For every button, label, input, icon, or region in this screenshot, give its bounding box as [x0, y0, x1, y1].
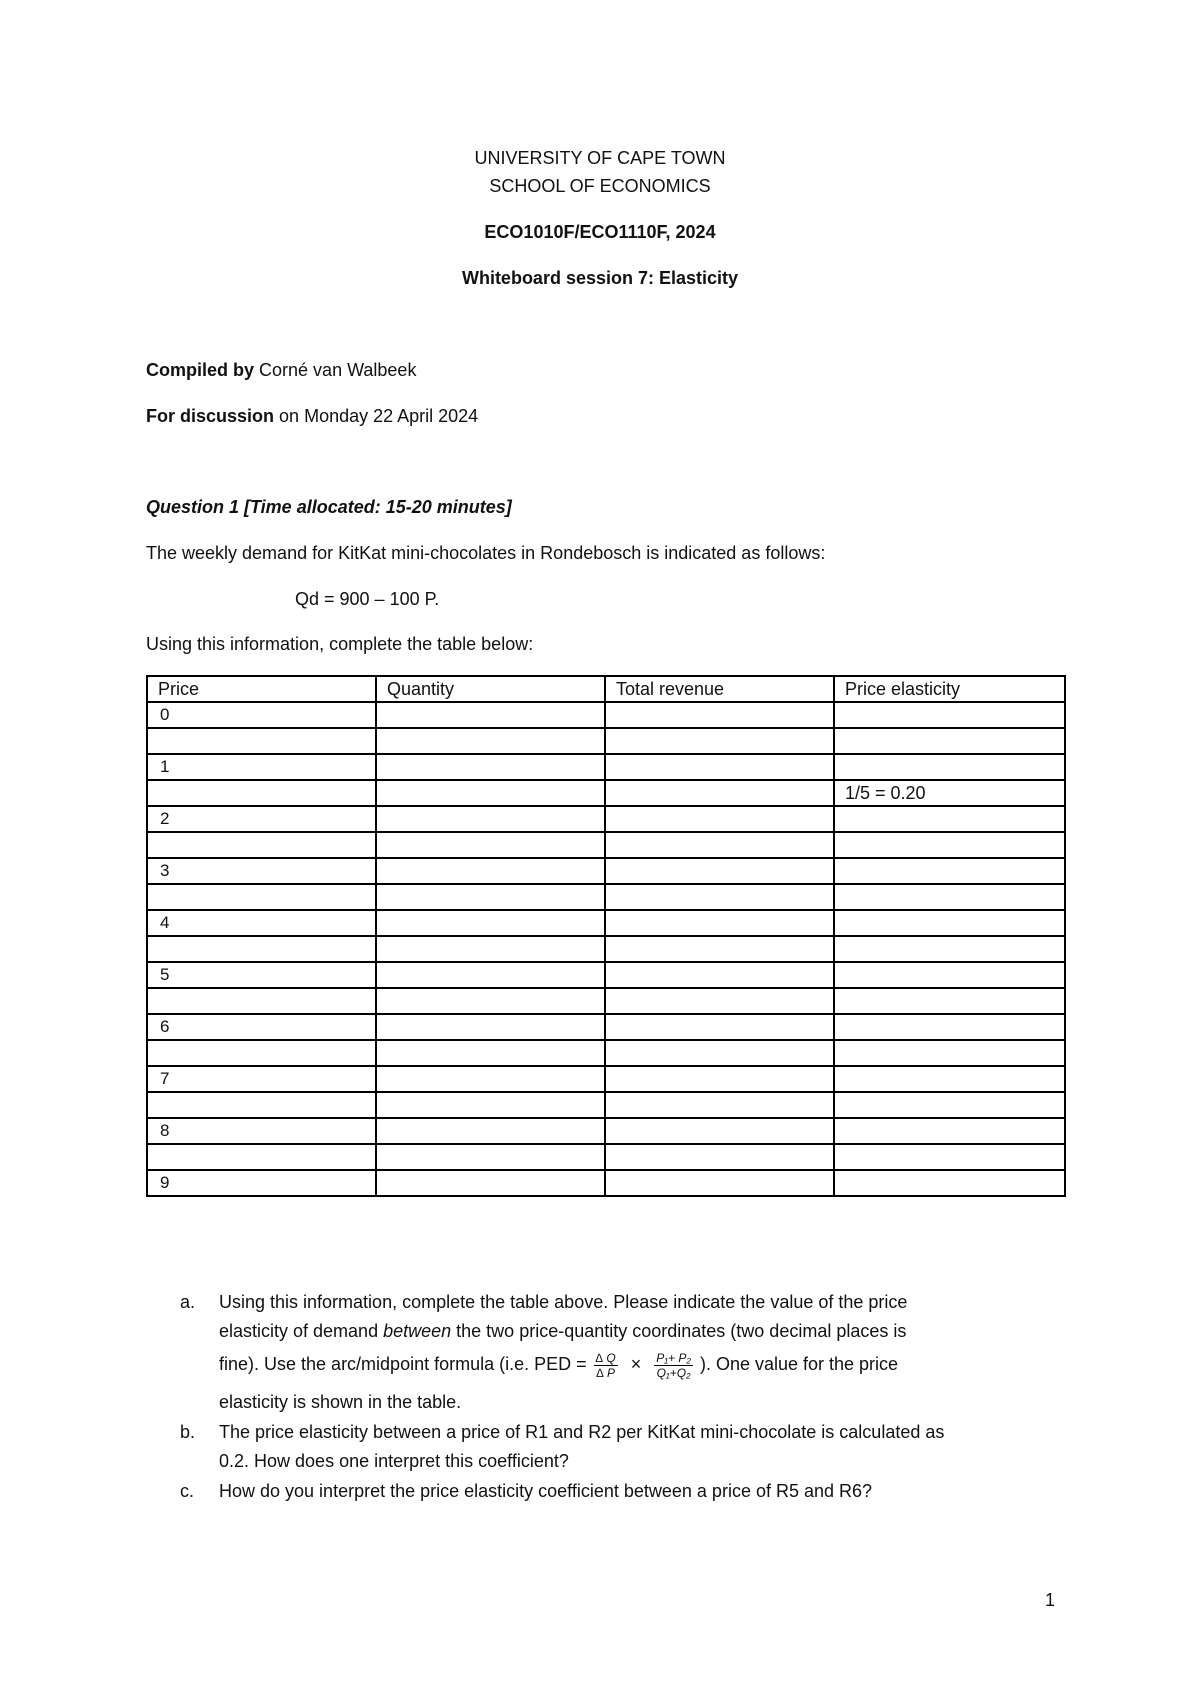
- cell-price: 9: [147, 1170, 376, 1196]
- cell-total-revenue: [605, 1040, 834, 1066]
- table-row: [147, 1014, 1065, 1040]
- fraction2-denominator: Q₁+Q₂: [656, 1365, 691, 1380]
- cell-price: 2: [147, 806, 376, 832]
- cell-quantity: [376, 858, 605, 884]
- cell-price: 8: [147, 1118, 376, 1144]
- cell-total-revenue: [605, 832, 834, 858]
- compiled-by-line: [146, 360, 416, 381]
- school-heading: SCHOOL OF ECONOMICS: [489, 176, 711, 196]
- cell-price-elasticity: [834, 1040, 1065, 1066]
- cell-quantity: [376, 1118, 605, 1144]
- table-row: [147, 1092, 1065, 1118]
- table-row: [147, 728, 1065, 754]
- table-row: [147, 962, 1065, 988]
- table-row: [147, 1118, 1065, 1144]
- table-row: [147, 806, 1065, 832]
- cell-price-elasticity: [834, 702, 1065, 728]
- item-b-line1: The price elasticity between a price of R1 and R2 per KitKat mini-chocolate is calculated as: [219, 1422, 945, 1442]
- cell-total-revenue: [605, 858, 834, 884]
- table-row: [147, 780, 1065, 806]
- cell-price: [147, 936, 376, 962]
- item-a-label: a.: [180, 1292, 196, 1312]
- cell-price-elasticity: [834, 884, 1065, 910]
- header-quantity: Quantity: [376, 676, 605, 702]
- discussion-value: on Monday 22 April 2024: [279, 406, 479, 426]
- cell-price: [147, 1144, 376, 1170]
- table-row: [147, 1144, 1065, 1170]
- cell-price: [147, 780, 376, 806]
- table-header-row: [147, 676, 1065, 702]
- table-row: [147, 910, 1065, 936]
- table-instruction: Using this information, complete the table below:: [146, 634, 534, 654]
- item-a-line3: [219, 1350, 1064, 1380]
- cell-quantity: [376, 1014, 605, 1040]
- cell-total-revenue: [605, 1014, 834, 1040]
- cell-quantity: [376, 962, 605, 988]
- item-c-line1: How do you interpret the price elasticity coefficient between a price of R5 and R6?: [219, 1481, 873, 1501]
- item-a-line1: Using this information, complete the table above. Please indicate the value of the price: [219, 1292, 908, 1312]
- cell-total-revenue: [605, 1144, 834, 1170]
- cell-total-revenue: [605, 962, 834, 988]
- cell-quantity: [376, 806, 605, 832]
- cell-price-elasticity: [834, 1170, 1065, 1196]
- cell-price: 7: [147, 1066, 376, 1092]
- course-code: ECO1010F/ECO1110F, 2024: [484, 222, 716, 242]
- cell-price-elasticity: [834, 988, 1065, 1014]
- compiled-by-value: Corné van Walbeek: [259, 360, 417, 380]
- cell-price: 5: [147, 962, 376, 988]
- table-row: [147, 1040, 1065, 1066]
- demand-table: [146, 675, 1066, 1197]
- table-row: [147, 1170, 1065, 1196]
- item-a-line2-post: the two price-quantity coordinates (two decimal places is: [451, 1321, 907, 1341]
- cell-quantity: [376, 728, 605, 754]
- cell-quantity: [376, 1144, 605, 1170]
- cell-total-revenue: [605, 1170, 834, 1196]
- cell-price-elasticity: [834, 754, 1065, 780]
- item-a-line4: elasticity is shown in the table.: [219, 1392, 462, 1412]
- cell-quantity: [376, 988, 605, 1014]
- cell-price-elasticity: [834, 1144, 1065, 1170]
- cell-price-elasticity: [834, 910, 1065, 936]
- item-a-formula-prefix: fine). Use the arc/midpoint formula (i.e. PED =: [219, 1354, 587, 1374]
- cell-total-revenue: [605, 1118, 834, 1144]
- cell-price-elasticity: [834, 1092, 1065, 1118]
- cell-price: [147, 988, 376, 1014]
- cell-total-revenue: [605, 754, 834, 780]
- cell-price-elasticity: [834, 1066, 1065, 1092]
- cell-price: [147, 1092, 376, 1118]
- cell-quantity: [376, 1066, 605, 1092]
- item-a-line2: [219, 1317, 1064, 1346]
- compiled-by-label: Compiled by: [146, 360, 255, 380]
- cell-quantity: [376, 754, 605, 780]
- cell-price-elasticity: [834, 936, 1065, 962]
- cell-quantity: [376, 936, 605, 962]
- cell-total-revenue: [605, 1092, 834, 1118]
- table-row: [147, 754, 1065, 780]
- cell-price: 1: [147, 754, 376, 780]
- cell-price: [147, 884, 376, 910]
- cell-total-revenue: [605, 910, 834, 936]
- table-row: [147, 832, 1065, 858]
- cell-price-elasticity: [834, 832, 1065, 858]
- table-row: [147, 988, 1065, 1014]
- university-heading: UNIVERSITY OF CAPE TOWN: [474, 148, 726, 168]
- delta-q-over-delta-p-fraction: [594, 1351, 618, 1380]
- cell-quantity: [376, 884, 605, 910]
- item-b-line2: 0.2. How does one interpret this coefficient?: [219, 1451, 569, 1471]
- cell-quantity: [376, 832, 605, 858]
- cell-price-elasticity: 1/5 = 0.20: [834, 780, 1065, 806]
- cell-quantity: [376, 1092, 605, 1118]
- question-intro: The weekly demand for KitKat mini-chocolates in Rondebosch is indicated as follows:: [146, 543, 826, 563]
- cell-price: 4: [147, 910, 376, 936]
- cell-total-revenue: [605, 780, 834, 806]
- cell-price: 3: [147, 858, 376, 884]
- cell-price-elasticity: [834, 728, 1065, 754]
- fraction1-denominator: ∆ P: [596, 1365, 616, 1380]
- item-a-line2-emphasis: between: [383, 1321, 452, 1341]
- item-c-label: c.: [180, 1481, 195, 1501]
- cell-price: 0: [147, 702, 376, 728]
- cell-total-revenue: [605, 806, 834, 832]
- cell-price-elasticity: [834, 806, 1065, 832]
- table-row: [147, 702, 1065, 728]
- header-price: Price: [147, 676, 376, 702]
- cell-price: [147, 728, 376, 754]
- question-title: Question 1 [Time allocated: 15-20 minutes]: [146, 497, 512, 517]
- cell-total-revenue: [605, 988, 834, 1014]
- item-a-formula-suffix: ). One value for the price: [699, 1354, 899, 1374]
- table-row: [147, 884, 1065, 910]
- page-number: 1: [1045, 1590, 1056, 1610]
- header-price-elasticity: Price elasticity: [834, 676, 1065, 702]
- cell-quantity: [376, 780, 605, 806]
- cell-total-revenue: [605, 702, 834, 728]
- times-symbol: ×: [630, 1354, 642, 1374]
- session-title: Whiteboard session 7: Elasticity: [461, 268, 739, 288]
- cell-total-revenue: [605, 936, 834, 962]
- fraction2-numerator: P₁+ P₂: [656, 1350, 691, 1365]
- cell-quantity: [376, 910, 605, 936]
- cell-quantity: [376, 702, 605, 728]
- cell-price-elasticity: [834, 1118, 1065, 1144]
- table-row: [147, 1066, 1065, 1092]
- demand-equation: Qd = 900 – 100 P.: [295, 589, 440, 609]
- cell-quantity: [376, 1040, 605, 1066]
- cell-total-revenue: [605, 728, 834, 754]
- header-total-revenue: Total revenue: [605, 676, 834, 702]
- item-b-label: b.: [180, 1422, 196, 1442]
- cell-quantity: [376, 1170, 605, 1196]
- item-a-line2-pre: elasticity of demand: [219, 1321, 384, 1341]
- discussion-label: For discussion: [146, 406, 275, 426]
- cell-price: 6: [147, 1014, 376, 1040]
- table-row: [147, 858, 1065, 884]
- cell-price-elasticity: [834, 858, 1065, 884]
- cell-price: [147, 1040, 376, 1066]
- p-sum-over-q-sum-fraction: [654, 1351, 693, 1380]
- fraction1-numerator: ∆ Q: [595, 1350, 616, 1365]
- cell-total-revenue: [605, 884, 834, 910]
- discussion-line: [146, 406, 478, 427]
- cell-price: [147, 832, 376, 858]
- cell-price-elasticity: [834, 1014, 1065, 1040]
- table-row: [147, 936, 1065, 962]
- cell-total-revenue: [605, 1066, 834, 1092]
- cell-price-elasticity: [834, 962, 1065, 988]
